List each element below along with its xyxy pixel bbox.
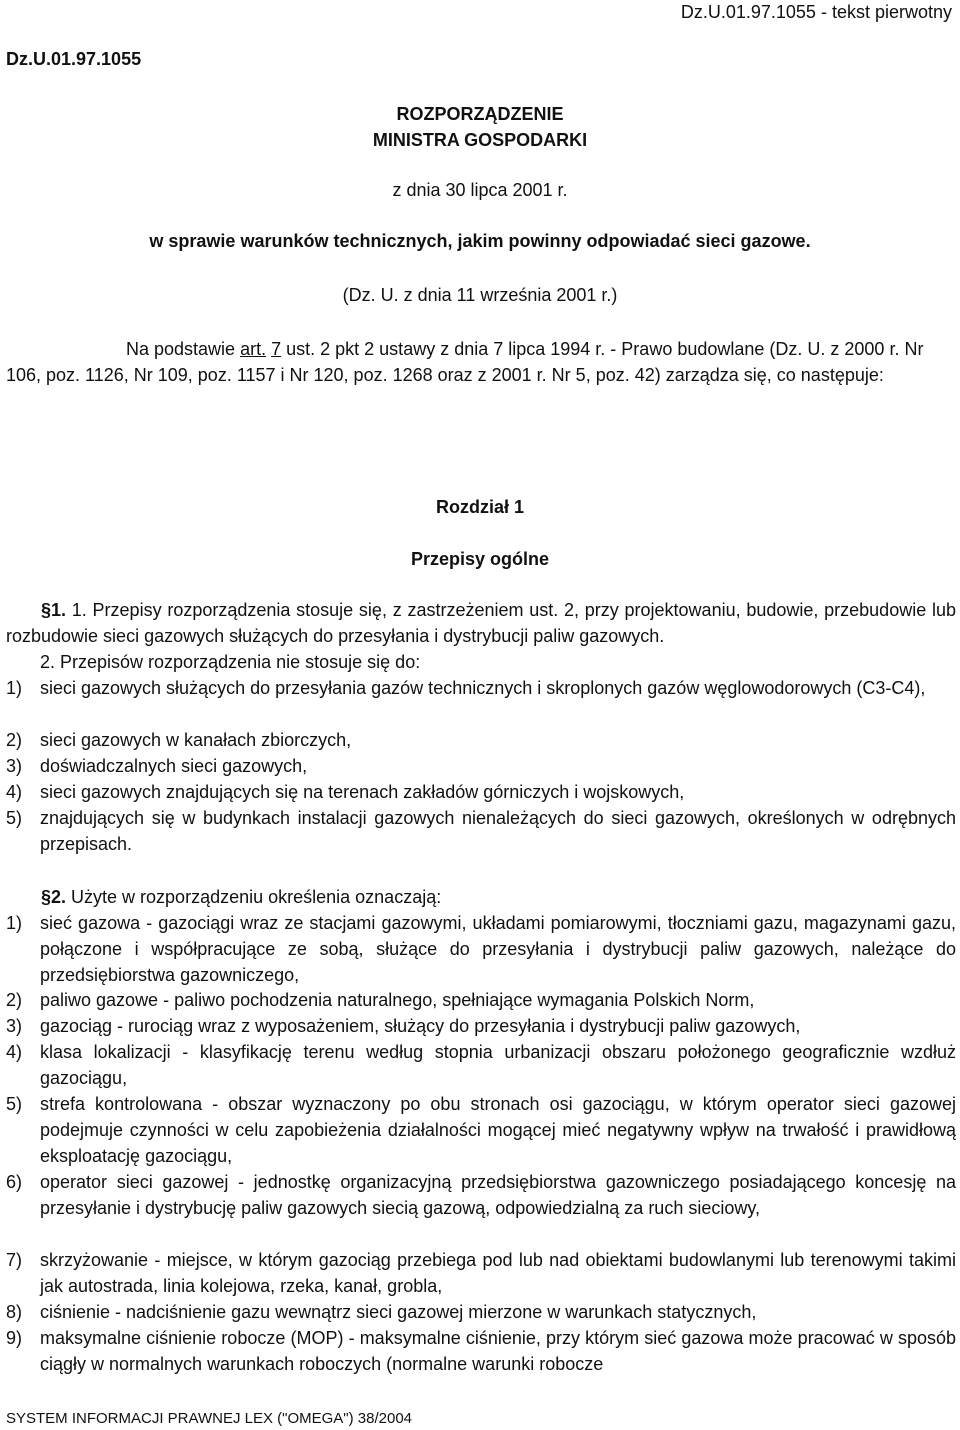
list-item: 1) sieci gazowych służących do przesyłania gazów technicznych i skroplonych gazów węglowodorowych (C3-C4), bbox=[6, 678, 926, 698]
definition-item: 1) sieć gazowa - gazociągi wraz ze stacjami gazowymi, układami pomiarowymi, tłoczniami gazu, magazynami gazu, połączone i współpracujące ze sobą, służące do przesyłania i dystrybucji paliw gazowych, należące do przedsiębiorstwa gazowniczego, bbox=[6, 913, 956, 985]
definition-item: 8) ciśnienie - nadciśnienie gazu wewnątrz sieci gazowej mierzone w warunkach statycznych, bbox=[6, 1302, 757, 1322]
chapter-title: Przepisy ogólne bbox=[410, 549, 550, 569]
list-item: 3) doświadczalnych sieci gazowych, bbox=[6, 756, 308, 776]
definition-item: 4) klasa lokalizacji - klasyfikację terenu według stopnia urbanizacji obszaru położonego geograficznie wzdłuż gazociągu, bbox=[6, 1042, 956, 1088]
act-type: ROZPORZĄDZENIE bbox=[396, 104, 564, 124]
section-number: 1. bbox=[51, 600, 67, 620]
preamble bbox=[6, 336, 956, 388]
preamble-rest: ust. 2 pkt 2 ustawy z dnia 7 lipca 1994 r. - Prawo budowlane (Dz. U. z 2000 r. Nr 106, poz. 1126, Nr 109, poz. 1157 i Nr 120, poz. 1268 oraz z 2001 r. Nr 5, poz. 42) zarządza się, co następuje: bbox=[6, 339, 924, 385]
preamble-lead: Na podstawie bbox=[126, 339, 241, 359]
section-mark: § bbox=[41, 887, 52, 907]
section-2-lead bbox=[6, 884, 956, 910]
running-header-right: Dz.U.01.97.1055 - tekst pierwotny bbox=[680, 2, 952, 22]
definition-item: 6) operator sieci gazowej - jednostkę organizacyjną przedsiębiorstwa gazowniczego posiadającego koncesję na przesyłanie i dystrybucję paliw gazowych siecią gazową, odpowiedzialną za ruch sieciowy, bbox=[6, 1172, 956, 1218]
issuing-authority: MINISTRA GOSPODARKI bbox=[372, 130, 588, 150]
act-title bbox=[0, 101, 960, 153]
section-text: Użyte w rozporządzeniu określenia oznaczają: bbox=[66, 887, 442, 907]
act-date: z dnia 30 lipca 2001 r. bbox=[392, 180, 568, 200]
definition-item: 5) strefa kontrolowana - obszar wyznaczony po obu stronach osi gazociągu, w którym operator sieci gazowej podejmuje czynności w celu zapobieżenia działalności mogącej mieć negatywny wpływ na trwałość i prawidłową eksploatację gazociągu, bbox=[6, 1094, 956, 1166]
definition-item: 3) gazociąg - rurociąg wraz z wyposażeniem, służący do przesyłania i dystrybucji paliw gazowych, bbox=[6, 1016, 801, 1036]
section-1-paragraph-2: 2. Przepisów rozporządzenia nie stosuje się do: bbox=[40, 652, 421, 672]
section-1-paragraph-1 bbox=[6, 597, 956, 649]
list-item: 2) sieci gazowych w kanałach zbiorczych, bbox=[6, 730, 352, 750]
list-item: 4) sieci gazowych znajdujących się na terenach zakładów górniczych i wojskowych, bbox=[6, 782, 685, 802]
art-link[interactable]: art. bbox=[240, 339, 267, 359]
section-number: 2. bbox=[51, 887, 67, 907]
page-footer: SYSTEM INFORMACJI PRAWNEJ LEX ("OMEGA") 38/2004 bbox=[6, 1410, 413, 1427]
section-text: 1. Przepisy rozporządzenia stosuje się, z zastrzeżeniem ust. 2, przy projektowaniu, budowie, przebudowie lub rozbudowie sieci gazowych służących do przesyłania i dystrybucji paliw gazowych. bbox=[6, 600, 956, 646]
list-item: 5) znajdujących się w budynkach instalacji gazowych nienależących do sieci gazowych, określonych w odrębnych przepisach. bbox=[6, 808, 956, 854]
chapter-number: Rozdział 1 bbox=[435, 497, 524, 517]
definition-item: 7) skrzyżowanie - miejsce, w którym gazociąg przebiega pod lub nad obiektami budowlanymi lub terenowymi takimi jak autostrada, linia kolejowa, rzeka, kanał, grobla, bbox=[6, 1250, 956, 1296]
document-id: Dz.U.01.97.1055 bbox=[6, 49, 142, 69]
act-subject: w sprawie warunków technicznych, jakim powinny odpowiadać sieci gazowe. bbox=[149, 231, 811, 251]
definition-item: 9) maksymalne ciśnienie robocze (MOP) - maksymalne ciśnienie, przy którym sieć gazowa może pracować w sposób ciągły w normalnych warunkach roboczych (normalne warunki robocze bbox=[6, 1328, 956, 1374]
section-mark: § bbox=[41, 600, 52, 620]
definition-item: 2) paliwo gazowe - paliwo pochodzenia naturalnego, spełniające wymagania Polskich Norm, bbox=[6, 990, 755, 1010]
publication-note: (Dz. U. z dnia 11 września 2001 r.) bbox=[342, 285, 618, 305]
art-number-link[interactable]: 7 bbox=[271, 339, 282, 359]
